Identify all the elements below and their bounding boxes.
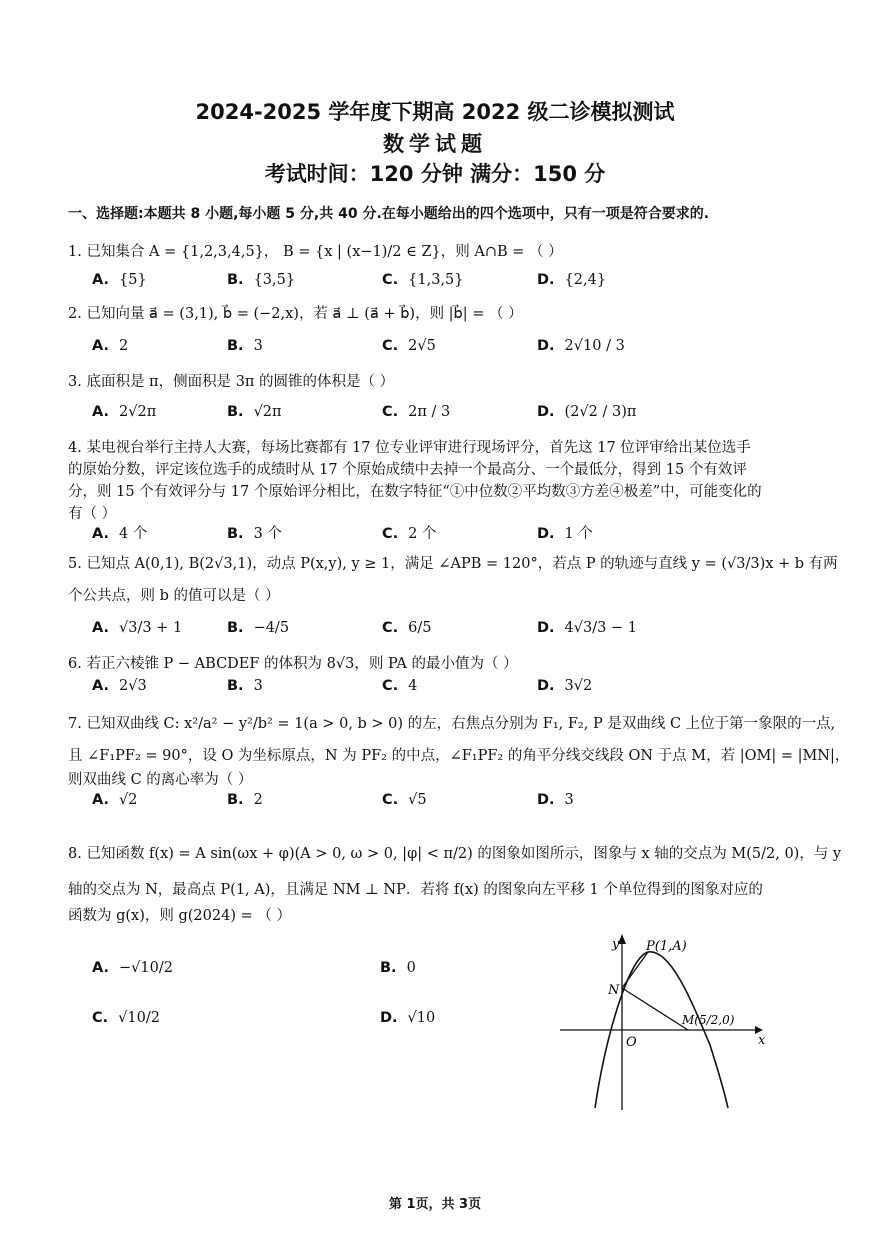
q3-stem: 3. 底面积是 π，侧面积是 3π 的圆锥的体积是（ ） <box>68 374 395 390</box>
segment-np <box>622 952 648 988</box>
x-axis-label: x <box>758 1033 766 1048</box>
q8-option-d: D. √10 <box>380 1010 436 1026</box>
q5-option-d: D. 4√3/3 − 1 <box>537 620 637 636</box>
q7-option-c: C. √5 <box>382 792 427 808</box>
q2-option-a: A. 2 <box>92 338 129 354</box>
origin-label: O <box>626 1035 637 1050</box>
y-axis-label: y <box>612 937 620 952</box>
q4-option-d: D. 1 个 <box>537 526 593 542</box>
exam-subject: 数学试题 <box>383 132 487 156</box>
q6-stem: 6. 若正六棱锥 P − ABCDEF 的体积为 8√3，则 PA 的最小值为（ ） <box>68 656 518 672</box>
segment-nm <box>622 988 688 1030</box>
q5-stem-line1: 5. 已知点 A(0,1), B(2√3,1)，动点 P(x,y), y ≥ 1，满足 ∠APB = 120°，若点 P 的轨迹与直线 y = (√3/3)x + b 有两 <box>68 556 838 572</box>
q5-option-b: B. −4/5 <box>227 620 290 636</box>
q3-option-d: D. (2√2 / 3)π <box>537 404 637 420</box>
q4-stem-line4: 有（ ） <box>68 506 117 522</box>
q2-option-d: D. 2√10 / 3 <box>537 338 625 354</box>
q5-option-a: A. √3/3 + 1 <box>92 620 183 636</box>
q2-stem: 2. 已知向量 a⃗ = (3,1), b⃗ = (−2,x)，若 a⃗ ⊥ (a⃗ + b⃗)，则 |b⃗| = （ ） <box>68 306 523 322</box>
q1-option-b: B. {3,5} <box>227 272 296 288</box>
q7-stem-line2: 且 ∠F₁PF₂ = 90°，设 O 为坐标原点，N 为 PF₂ 的中点，∠F₁PF₂ 的角平分线交线段 ON 于点 M，若 |OM| = |MN|， <box>68 748 850 764</box>
sine-graph-figure <box>560 930 770 1115</box>
q3-option-a: A. 2√2π <box>92 404 157 420</box>
q4-stem-line2: 的原始分数，评定该位选手的成绩时从 17 个原始成绩中去掉一个最高分、一个最低分，得到 15 个有效评 <box>68 462 747 478</box>
q6-option-b: B. 3 <box>227 678 263 694</box>
q8-option-a: A. −√10/2 <box>92 960 173 976</box>
point-m-label: M(5/2,0) <box>682 1013 735 1027</box>
q6-option-a: A. 2√3 <box>92 678 147 694</box>
section-heading: 一、选择题:本题共 8 小题,每小题 5 分,共 40 分.在每小题给出的四个选项中，只有一项是符合要求的. <box>68 206 710 222</box>
q3-option-b: B. √2π <box>227 404 282 420</box>
q1-stem: 1. 已知集合 A = {1,2,3,4,5}， B = {x | (x−1)/2 ∈ Z}，则 A∩B = （ ） <box>68 244 563 260</box>
point-p-label: P(1,A) <box>646 939 687 954</box>
q1-option-c: C. {1,3,5} <box>382 272 464 288</box>
q7-stem-line1: 7. 已知双曲线 C: x²/a² − y²/b² = 1(a > 0, b > 0) 的左，右焦点分别为 F₁, F₂, P 是双曲线 C 上位于第一象限的一点, <box>68 716 836 732</box>
q4-option-c: C. 2 个 <box>382 526 437 542</box>
q6-option-d: D. 3√2 <box>537 678 593 694</box>
q2-option-b: B. 3 <box>227 338 263 354</box>
q7-stem-line3: 则双曲线 C 的离心率为（ ） <box>68 772 253 788</box>
q7-option-a: A. √2 <box>92 792 138 808</box>
q1-option-d: D. {2,4} <box>537 272 607 288</box>
q4-option-a: A. 4 个 <box>92 526 148 542</box>
q1-option-a: A. {5} <box>92 272 147 288</box>
point-n-label: N <box>608 983 620 998</box>
q6-option-c: C. 4 <box>382 678 418 694</box>
exam-time-score: 考试时间：120 分钟 满分：150 分 <box>264 162 606 186</box>
q7-option-b: B. 2 <box>227 792 263 808</box>
q8-stem-line3: 函数为 g(x)，则 g(2024) = （ ） <box>68 908 291 924</box>
q5-stem-line2: 个公共点，则 b 的值可以是（ ） <box>68 588 280 604</box>
q8-option-c: C. √10/2 <box>92 1010 160 1026</box>
q4-stem-line1: 4. 某电视台举行主持人大赛，每场比赛都有 17 位专业评审进行现场评分，首先这 17 位评审给出某位选手 <box>68 440 751 456</box>
q7-option-d: D. 3 <box>537 792 574 808</box>
q8-option-b: B. 0 <box>380 960 416 976</box>
q2-option-c: C. 2√5 <box>382 338 436 354</box>
q5-option-c: C. 6/5 <box>382 620 432 636</box>
page-footer: 第 1页，共 3页 <box>388 1197 482 1212</box>
q3-option-c: C. 2π / 3 <box>382 404 451 420</box>
q8-stem-line1: 8. 已知函数 f(x) = A sin(ωx + φ)(A > 0, ω > 0, |φ| < π/2) 的图象如图所示，图象与 x 轴的交点为 M(5/2, 0)，与 y <box>68 846 842 862</box>
q8-stem-line2: 轴的交点为 N，最高点 P(1, A)，且满足 NM ⊥ NP．若将 f(x) 的图象向左平移 1 个单位得到的图象对应的 <box>68 882 763 898</box>
q4-stem-line3: 分，则 15 个有效评分与 17 个原始评分相比，在数字特征“①中位数②平均数③方差④极差”中，可能变化的 <box>68 484 762 500</box>
exam-title: 2024-2025 学年度下期高 2022 级二诊模拟测试 <box>195 100 675 124</box>
q4-option-b: B. 3 个 <box>227 526 282 542</box>
